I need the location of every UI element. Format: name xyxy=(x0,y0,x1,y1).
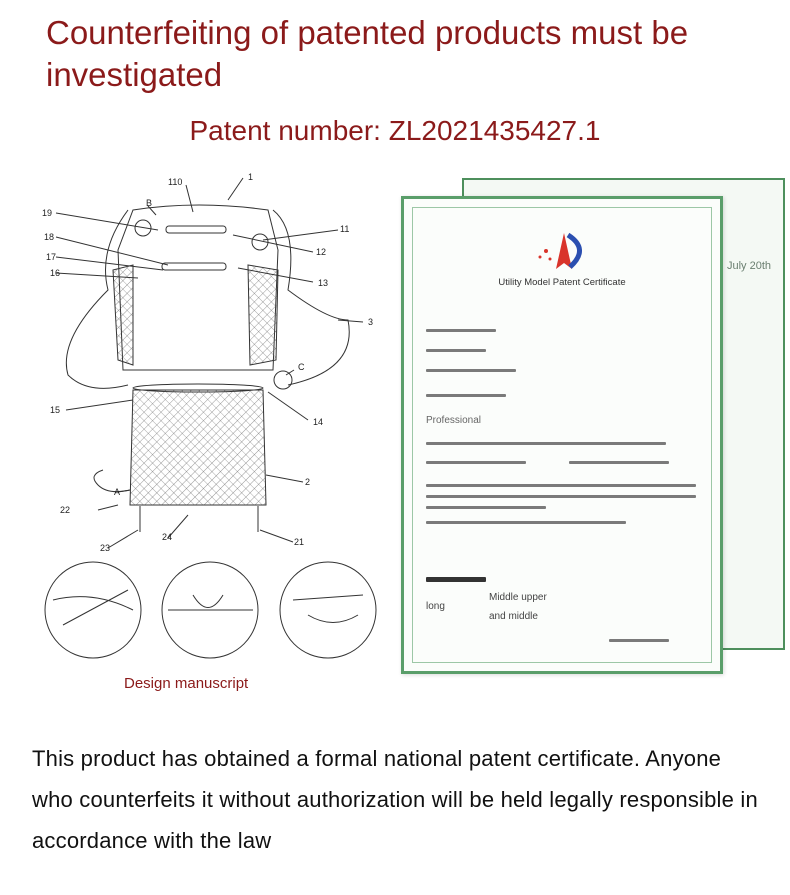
certificate-emblem-icon xyxy=(534,229,594,274)
patent-certificate xyxy=(401,196,723,674)
detail-circle-3 xyxy=(280,562,376,658)
patent-number: Patent number: ZL2021435427.1 xyxy=(189,115,601,146)
certificate-title: Utility Model Patent Certificate xyxy=(498,277,626,288)
label-18: 18 xyxy=(44,232,55,242)
label-13: 13 xyxy=(318,278,329,288)
top-zipper xyxy=(166,226,226,233)
certificate-long: long xyxy=(426,601,445,612)
certificate-middle-upper: Middle upper xyxy=(489,592,547,603)
label-b: B xyxy=(146,198,153,208)
body-text: This product has obtained a formal national patent certificate. Anyone who counterfeits it without authorization will be held legally responsible in accordance with the law xyxy=(32,746,758,853)
headline: Counterfeiting of patented products must be investigated xyxy=(46,14,689,93)
right-strap xyxy=(273,210,349,385)
label-24: 24 xyxy=(162,532,173,542)
right-mesh-pocket xyxy=(248,265,278,365)
middle-zipper xyxy=(162,263,226,270)
label-23: 23 xyxy=(100,543,111,553)
detail-circle-1 xyxy=(45,562,141,658)
label-c: C xyxy=(298,362,305,372)
label-16: 16 xyxy=(50,268,61,278)
label-21: 21 xyxy=(294,537,305,547)
left-mesh-pocket xyxy=(113,265,133,365)
certificate-professional-label: Professional xyxy=(426,415,482,426)
label-22: 22 xyxy=(60,505,71,515)
label-11: 11 xyxy=(340,224,350,234)
label-17: 17 xyxy=(46,252,57,262)
label-12: 12 xyxy=(316,247,327,257)
label-3: 3 xyxy=(368,317,374,327)
label-110: 110 xyxy=(168,177,183,187)
label-15: 15 xyxy=(50,405,61,415)
bottom-mesh-bag xyxy=(130,390,266,505)
label-1: 1 xyxy=(248,172,254,182)
design-drawing xyxy=(38,170,383,660)
certificate-and-middle: and middle xyxy=(489,611,538,622)
drawing-caption: Design manuscript xyxy=(124,675,249,692)
certificate-date: July 20th xyxy=(726,260,771,272)
label-2: 2 xyxy=(305,477,311,487)
label-19: 19 xyxy=(42,208,53,218)
label-a: A xyxy=(114,487,121,497)
label-14: 14 xyxy=(313,417,324,427)
